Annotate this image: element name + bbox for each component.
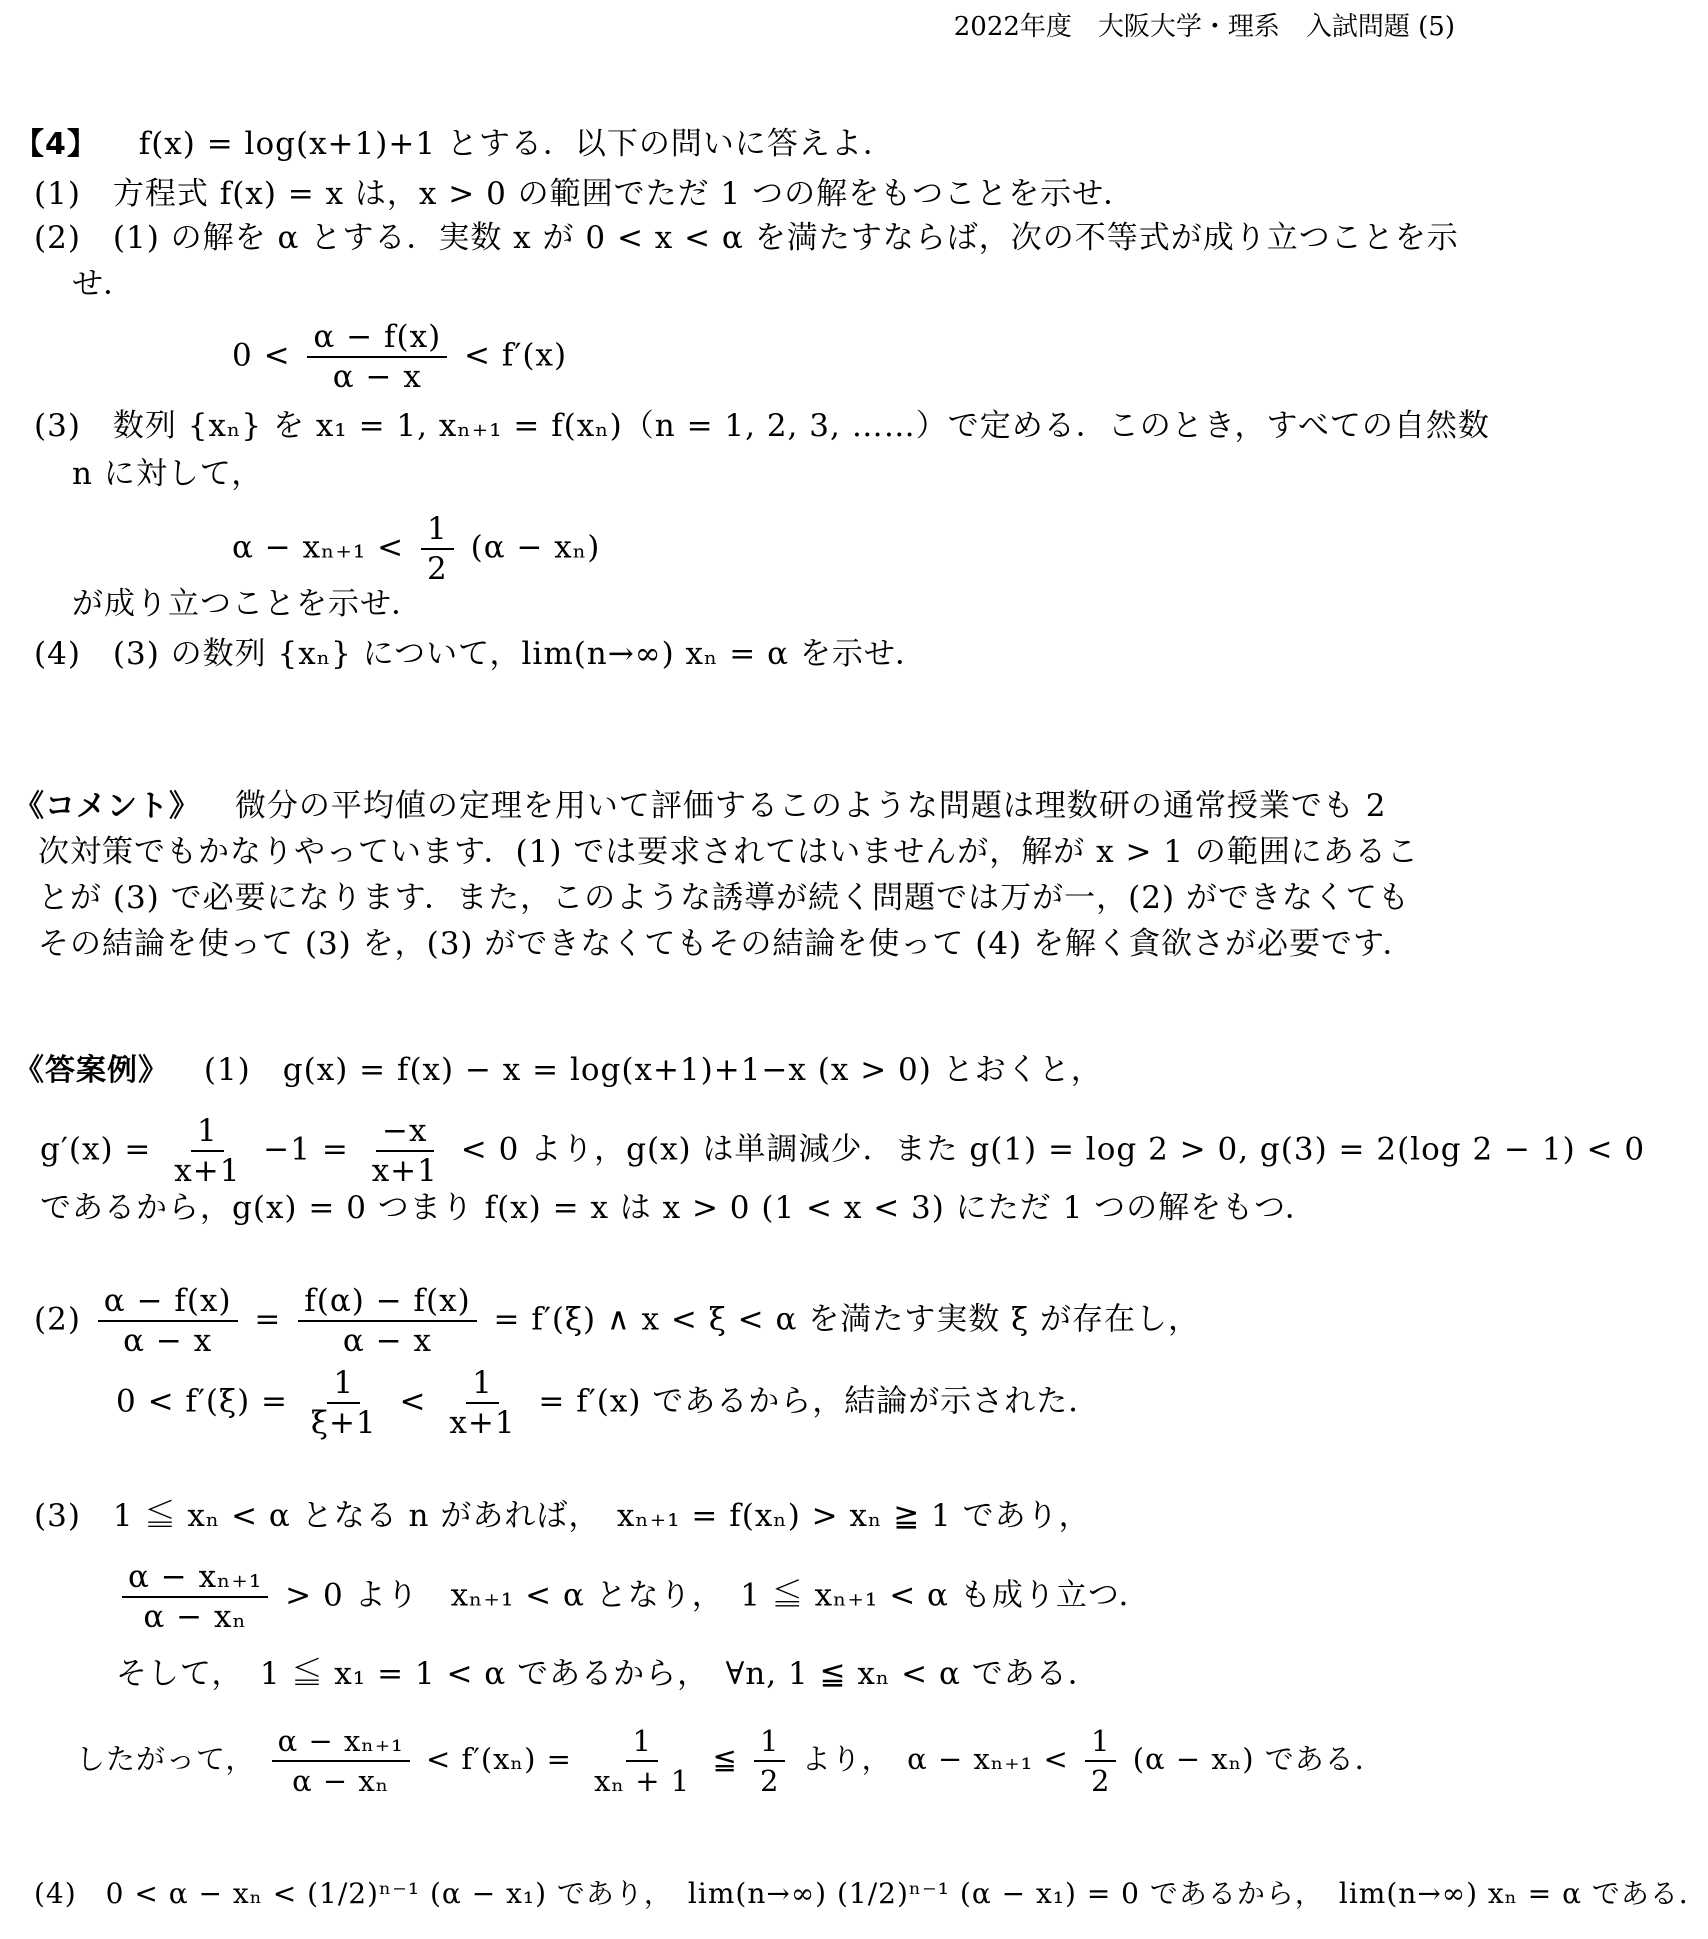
formula-part: したがって， <box>76 1742 256 1776</box>
fraction-denominator: x+1 <box>371 1153 438 1189</box>
formula-part: g′(x) = <box>40 1131 152 1168</box>
problem-statement-line <box>14 122 895 167</box>
fraction-denominator: α − x <box>332 359 422 395</box>
formula-part: ≦ <box>712 1742 738 1776</box>
fraction <box>305 1364 383 1442</box>
formula-part: < 0 より，g(x) は単調減少．また g(1) = log 2 > 0, g(3) = 2(log 2 − 1) < 0 <box>460 1131 1646 1168</box>
fraction <box>754 1722 785 1800</box>
question-3-line-2: n に対して， <box>72 456 264 492</box>
fraction <box>298 1282 476 1360</box>
fraction-numerator: 1 <box>1085 1722 1116 1762</box>
fraction-numerator: f(α) − f(x) <box>298 1282 476 1322</box>
problem-label: 【4】 <box>14 127 98 162</box>
formula-part: > 0 より xₙ₊₁ < α となり， 1 ≦ xₙ₊₁ < α も成り立つ． <box>285 1577 1151 1614</box>
fraction-numerator: 1 <box>466 1364 499 1404</box>
fraction-numerator: 1 <box>754 1722 785 1762</box>
problem-statement: f(x) = log(x+1)+1 とする．以下の問いに答えよ． <box>138 126 895 162</box>
answer-1-line-1 <box>14 1048 1103 1093</box>
fraction-numerator: 1 <box>626 1722 657 1762</box>
fraction-numerator: 1 <box>327 1364 360 1404</box>
formula-part: < f′(xₙ) = <box>426 1742 572 1776</box>
fraction-denominator: α − xₙ <box>143 1599 247 1635</box>
formula-part: より， α − xₙ₊₁ < <box>801 1742 1069 1776</box>
fraction-numerator: α − xₙ₊₁ <box>272 1722 410 1762</box>
question-3-formula <box>232 510 600 588</box>
fraction <box>122 1558 268 1636</box>
fraction-numerator: −x <box>376 1112 433 1152</box>
formula-part: −1 = <box>263 1131 349 1168</box>
fraction-denominator: 2 <box>427 551 448 587</box>
formula-part: = <box>254 1301 282 1338</box>
fraction-denominator: α − x <box>342 1323 433 1359</box>
formula-part: = f′(x) であるから，結論が示された． <box>538 1383 1101 1420</box>
fraction <box>443 1364 521 1442</box>
fraction-numerator: 1 <box>421 510 454 550</box>
comment-line-2: 次対策でもかなりやっています．(1) では要求されてはいませんが，解が x > 1 の範囲にあるこ <box>38 834 1419 870</box>
answer-3-formula-1 <box>116 1558 1151 1636</box>
answer-3-line-3: そして， 1 ≦ x₁ = 1 < α であるから， ∀n, 1 ≦ xₙ < α である． <box>116 1656 1100 1692</box>
comment-line-1 <box>14 784 1386 829</box>
answer-1-formula <box>40 1112 1645 1190</box>
fraction-numerator: α − f(x) <box>307 318 447 358</box>
fraction-denominator: 2 <box>759 1764 780 1798</box>
formula-part: 0 < f′(ξ) = <box>116 1383 289 1420</box>
formula-right: (α − xₙ) <box>470 529 601 566</box>
formula-left: α − xₙ₊₁ < <box>232 529 405 566</box>
formula-part: < <box>399 1383 427 1420</box>
formula-part: (2) <box>34 1301 81 1338</box>
fraction-denominator: ξ+1 <box>310 1405 377 1441</box>
answer-text: (1) g(x) = f(x) − x = log(x+1)+1−x (x > 0) とおくと， <box>203 1052 1103 1088</box>
fraction-denominator: xₙ + 1 <box>594 1764 691 1798</box>
question-4: (4) (3) の数列 {xₙ} について，lim(n→∞) xₙ = α を示せ． <box>34 636 927 672</box>
answer-1-line-3: であるから，g(x) = 0 つまり f(x) = x は x > 0 (1 < x < 3) にただ 1 つの解をもつ． <box>40 1190 1317 1226</box>
fraction-numerator: α − f(x) <box>98 1282 238 1322</box>
fraction-numerator: 1 <box>191 1112 224 1152</box>
fraction <box>588 1722 696 1800</box>
answer-2-formula-2 <box>116 1364 1100 1442</box>
fraction-numerator: α − xₙ₊₁ <box>122 1558 268 1598</box>
formula-part: = f′(ξ) ∧ x < ξ < α を満たす実数 ξ が存在し， <box>493 1301 1201 1338</box>
fraction <box>272 1722 410 1800</box>
question-2-line-2: せ． <box>72 266 136 302</box>
comment-text: 微分の平均値の定理を用いて評価するこのような問題は理数研の通常授業でも 2 <box>234 788 1387 824</box>
answer-3-line-1: (3) 1 ≦ xₙ < α となる n があれば， xₙ₊₁ = f(xₙ) > xₙ ≧ 1 であり， <box>34 1498 1091 1534</box>
question-2-line-1: (2) (1) の解を α とする．実数 x が 0 < x < α を満たすならば，次の不等式が成り立つことを示 <box>34 220 1459 256</box>
fraction-denominator: α − xₙ <box>292 1764 390 1798</box>
comment-line-4: その結論を使って (3) を，(3) ができなくてもその結論を使って (4) を解く貪欲さが必要です． <box>38 926 1415 962</box>
page-header: 2022年度 大阪大学・理系 入試問題 (5) <box>953 12 1455 42</box>
answer-3-formula-2 <box>76 1722 1385 1800</box>
formula-left: 0 < <box>232 337 291 374</box>
fraction <box>307 318 447 396</box>
fraction-denominator: 2 <box>1091 1764 1111 1798</box>
fraction <box>421 510 454 588</box>
question-2-formula <box>232 318 567 396</box>
fraction-denominator: x+1 <box>449 1405 516 1441</box>
comment-label: 《コメント》 <box>14 789 200 824</box>
fraction <box>98 1282 238 1360</box>
fraction-denominator: α − x <box>123 1323 213 1359</box>
fraction <box>168 1112 246 1190</box>
question-3-line-3: が成り立つことを示せ． <box>72 586 424 622</box>
question-3-line-1: (3) 数列 {xₙ} を x₁ = 1, xₙ₊₁ = f(xₙ)（n = 1, 2, 3, ……）で定める．このとき，すべての自然数 <box>34 408 1490 444</box>
formula-right: < f′(x) <box>464 337 568 374</box>
fraction <box>1085 1722 1116 1800</box>
answer-4-line: (4) 0 < α − xₙ < (1/2)ⁿ⁻¹ (α − x₁) であり， lim(n→∞) (1/2)ⁿ⁻¹ (α − x₁) = 0 であるから， lim(n→∞) xₙ = α である． <box>34 1877 1708 1910</box>
formula-part: (α − xₙ) である． <box>1132 1742 1385 1776</box>
comment-line-3: とが (3) で必要になります．また，このような誘導が続く問題では万が一，(2) ができなくても <box>38 880 1410 916</box>
answer-2-formula-1 <box>34 1282 1200 1360</box>
fraction <box>366 1112 444 1190</box>
fraction-denominator: x+1 <box>174 1153 241 1189</box>
answer-label: 《答案例》 <box>14 1053 169 1088</box>
question-1: (1) 方程式 f(x) = x は，x > 0 の範囲でただ 1 つの解をもつことを示せ． <box>34 176 1136 212</box>
